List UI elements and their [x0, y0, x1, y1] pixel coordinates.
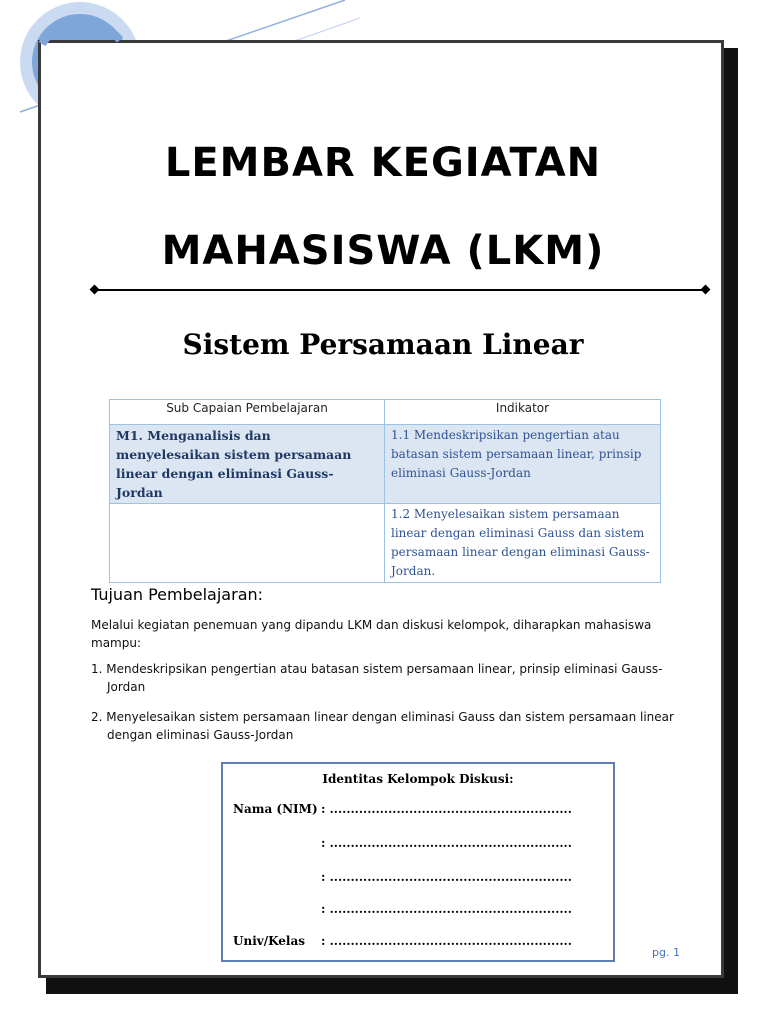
document-subtitle: Sistem Persamaan Linear: [182, 328, 584, 361]
nama-label: Nama (NIM): [233, 802, 318, 816]
identitas-box: [221, 762, 615, 962]
univ-label: Univ/Kelas: [233, 934, 305, 948]
identitas-title: Identitas Kelompok Diskusi:: [322, 772, 514, 786]
page-number: pg. 1: [652, 946, 680, 959]
table-cell-sub-capaian: M1. Menganalisis dan menyelesaikan sistem persamaan linear dengan eliminasi Gauss-Jordan: [110, 425, 385, 504]
title-line-2: MAHASISWA (LKM): [161, 228, 605, 274]
table-header-sub-capaian: Sub Capaian Pembelajaran: [110, 400, 385, 425]
identitas-row-blank: [233, 836, 572, 850]
table-cell-indikator: 1.1 Mendeskripsikan pengertian atau batasan sistem persamaan linear, prinsip eliminasi Gauss-Jordan: [385, 425, 661, 504]
nama-blank-4[interactable]: : ..........................................................: [321, 902, 572, 916]
identitas-row-nama: [233, 802, 572, 816]
tujuan-item: 1. Mendeskripsikan pengertian atau batasan sistem persamaan linear, prinsip eliminasi Gauss-Jordan: [91, 662, 663, 694]
tujuan-intro: Melalui kegiatan penemuan yang dipandu LKM dan diskusi kelompok, diharapkan mahasiswa mampu:: [91, 618, 652, 650]
identitas-row-blank: [233, 870, 572, 884]
univ-blank[interactable]: : ..........................................................: [321, 934, 572, 948]
identitas-row-blank: [233, 902, 572, 916]
table-cell-indikator: 1.2 Menyelesaikan sistem persamaan linear dengan eliminasi Gauss dan sistem persamaan linear dengan eliminasi Gauss-Jordan.: [385, 504, 661, 583]
table-row: [110, 425, 661, 504]
title-line-1: LEMBAR KEGIATAN: [164, 140, 602, 186]
identitas-row-univ: [233, 934, 572, 948]
learning-outcomes-table: [109, 399, 661, 583]
tujuan-item: 2. Menyelesaikan sistem persamaan linear dengan eliminasi Gauss dan sistem persamaan linear dengan eliminasi Gauss-Jordan: [91, 710, 674, 742]
table-row: [110, 504, 661, 583]
nama-blank-2[interactable]: : ..........................................................: [321, 836, 572, 850]
nama-blank-3[interactable]: : ..........................................................: [321, 870, 572, 884]
table-header-row: [110, 400, 661, 425]
nama-blank-1[interactable]: : ..........................................................: [321, 802, 572, 816]
tujuan-heading: Tujuan Pembelajaran:: [91, 585, 264, 604]
table-cell-sub-capaian: [110, 504, 385, 583]
table-header-indikator: Indikator: [385, 400, 661, 425]
title-divider: [94, 289, 706, 291]
